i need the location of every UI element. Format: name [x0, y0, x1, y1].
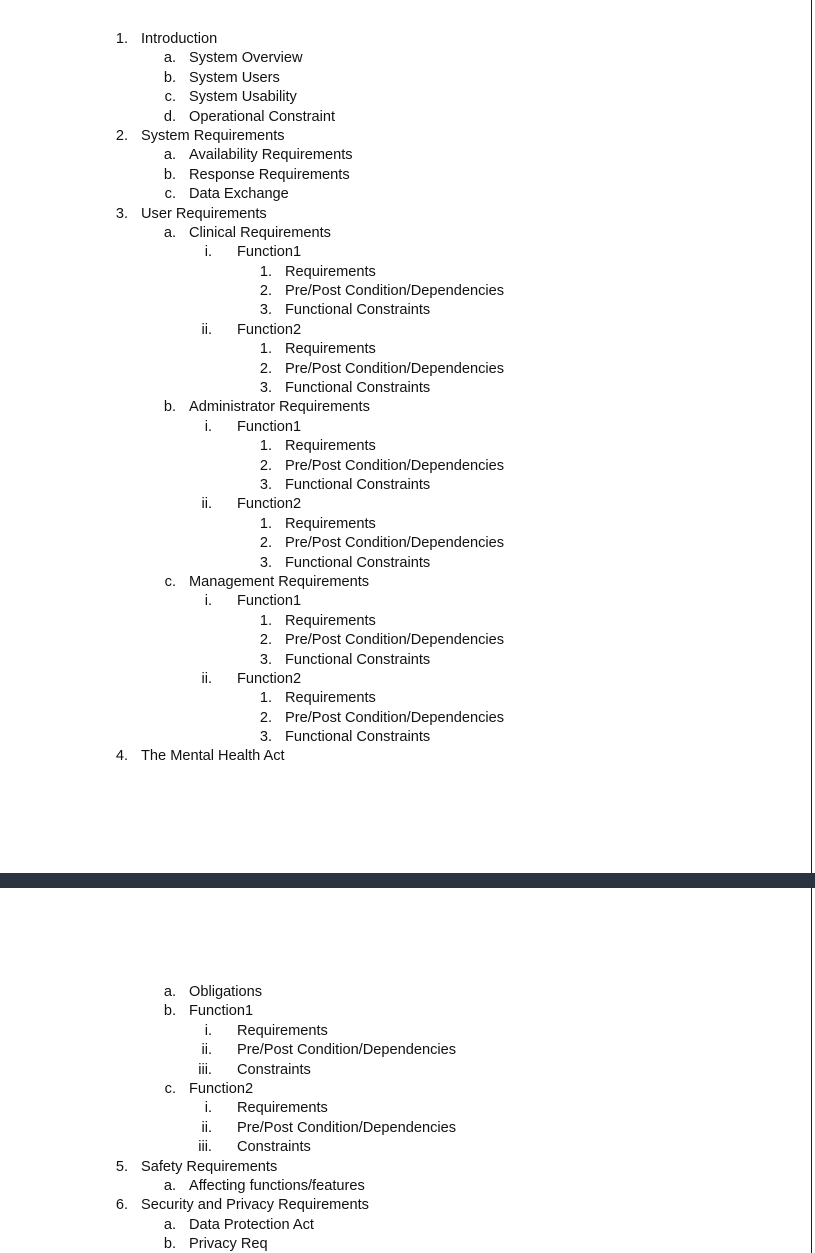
- outline-item-marker: 3.: [259, 302, 272, 319]
- outline-item-marker: 2.: [259, 283, 272, 300]
- outline-item-marker: d.: [163, 108, 176, 125]
- outline-item-text: Management Requirements: [189, 573, 370, 590]
- outline-item-level-2: [0, 1080, 811, 1099]
- outline-item-text: Requirements: [285, 515, 376, 532]
- outline-item-marker: 1.: [259, 612, 272, 629]
- outline-item-level-2: [0, 108, 811, 127]
- outline-item-marker: b.: [163, 69, 176, 86]
- outline-item-level-2: [0, 224, 811, 243]
- outline-item-text: Function1: [189, 1003, 254, 1020]
- outline-item-marker: ii.: [201, 1042, 212, 1059]
- outline-item-level-4: [0, 282, 811, 301]
- outline-item-level-1: [0, 1196, 811, 1215]
- outline-item-marker: ii.: [201, 1119, 212, 1136]
- outline-item-marker: a.: [163, 224, 176, 241]
- outline-item-text: Pre/Post Condition/Dependencies: [285, 283, 505, 300]
- outline-item-marker: a.: [163, 147, 176, 164]
- outline-item-text: System Users: [189, 69, 280, 86]
- outline-item-level-3: [0, 321, 811, 340]
- outline-item-marker: 1.: [259, 438, 272, 455]
- outline-item-level-4: [0, 360, 811, 379]
- outline-list-page-2: [0, 983, 811, 1253]
- outline-item-marker: c.: [164, 1080, 176, 1097]
- outline-item-text: Pre/Post Condition/Dependencies: [237, 1119, 457, 1136]
- outline-item-marker: iii.: [198, 1139, 212, 1156]
- outline-item-marker: a.: [163, 1216, 176, 1233]
- outline-item-level-3: [0, 670, 811, 689]
- outline-item-level-4: [0, 689, 811, 708]
- outline-item-marker: ii.: [201, 670, 212, 687]
- outline-item-text: Administrator Requirements: [189, 399, 370, 416]
- outline-item-level-4: [0, 651, 811, 670]
- outline-item-text: Function1: [237, 244, 302, 261]
- outline-item-text: Constraints: [237, 1139, 311, 1156]
- outline-item-text: Function1: [237, 593, 302, 610]
- document-page-2: [0, 888, 812, 1253]
- outline-item-text: Requirements: [237, 1100, 328, 1117]
- page-separator: [0, 873, 815, 888]
- outline-item-marker: 1.: [115, 31, 128, 47]
- outline-item-marker: i.: [204, 418, 212, 435]
- outline-item-level-4: [0, 379, 811, 398]
- outline-item-level-2: [0, 88, 811, 107]
- outline-item-marker: 3.: [259, 729, 272, 746]
- outline-item-text: Data Protection Act: [189, 1216, 314, 1233]
- outline-item-level-2: [0, 166, 811, 185]
- outline-item-text: Functional Constraints: [285, 554, 431, 571]
- outline-item-level-2: [0, 1002, 811, 1021]
- outline-item-marker: 2.: [259, 632, 272, 649]
- outline-item-level-2: [0, 398, 811, 417]
- outline-item-text: Data Exchange: [189, 186, 289, 203]
- outline-item-marker: b.: [163, 166, 176, 183]
- outline-item-marker: 3.: [259, 380, 272, 397]
- outline-item-marker: 1.: [259, 341, 272, 358]
- outline-item-marker: c.: [164, 186, 176, 203]
- outline-item-text: Pre/Post Condition/Dependencies: [285, 360, 505, 377]
- outline-item-level-1: [0, 205, 811, 224]
- outline-item-text: Function2: [237, 670, 302, 687]
- outline-item-marker: i.: [204, 1022, 212, 1039]
- outline-item-level-3: [0, 418, 811, 437]
- outline-item-marker: 1.: [259, 690, 272, 707]
- outline-item-level-2: [0, 185, 811, 204]
- outline-item-level-3: [0, 243, 811, 262]
- outline-item-level-2: [0, 69, 811, 88]
- outline-item-marker: ii.: [201, 321, 212, 338]
- outline-item-text: Pre/Post Condition/Dependencies: [237, 1042, 457, 1059]
- outline-item-level-2: [0, 49, 811, 68]
- outline-item-text: Introduction: [141, 31, 218, 47]
- outline-item-marker: iii.: [198, 1061, 212, 1078]
- outline-item-level-1: [0, 1158, 811, 1177]
- outline-item-level-3: [0, 1119, 811, 1138]
- outline-item-text: Function2: [237, 496, 302, 513]
- outline-item-level-4: [0, 631, 811, 650]
- outline-item-text: Affecting functions/features: [189, 1177, 365, 1194]
- outline-item-level-2: [0, 146, 811, 165]
- outline-item-marker: b.: [163, 1003, 176, 1020]
- outline-item-text: Requirements: [237, 1022, 328, 1039]
- outline-item-text: Functional Constraints: [285, 476, 431, 493]
- outline-item-text: System Requirements: [141, 127, 285, 144]
- outline-item-text: Functional Constraints: [285, 380, 431, 397]
- outline-item-marker: 3.: [115, 205, 128, 222]
- outline-item-level-3: [0, 1061, 811, 1080]
- outline-item-level-3: [0, 1022, 811, 1041]
- outline-item-marker: i.: [204, 1100, 212, 1117]
- outline-item-marker: 2.: [115, 127, 128, 144]
- outline-item-level-2: [0, 1235, 811, 1253]
- outline-item-text: System Overview: [189, 50, 303, 67]
- outline-item-text: Requirements: [285, 341, 376, 358]
- outline-item-marker: a.: [163, 984, 176, 1000]
- outline-item-level-3: [0, 1041, 811, 1060]
- outline-item-level-4: [0, 728, 811, 747]
- outline-item-marker: i.: [204, 244, 212, 261]
- outline-item-level-2: [0, 1216, 811, 1235]
- outline-item-level-4: [0, 457, 811, 476]
- outline-item-text: Availability Requirements: [189, 147, 353, 164]
- outline-item-text: Function2: [189, 1080, 254, 1097]
- outline-item-text: Requirements: [285, 263, 376, 280]
- outline-item-marker: c.: [164, 89, 176, 106]
- outline-item-text: Obligations: [189, 984, 263, 1000]
- outline-item-marker: 5.: [115, 1158, 128, 1175]
- outline-item-text: Pre/Post Condition/Dependencies: [285, 457, 505, 474]
- outline-item-text: Function1: [237, 418, 302, 435]
- outline-item-marker: 6.: [115, 1197, 128, 1214]
- outline-item-marker: i.: [204, 593, 212, 610]
- outline-item-level-2: [0, 983, 811, 1002]
- outline-item-level-4: [0, 612, 811, 631]
- outline-item-text: User Requirements: [141, 205, 267, 222]
- outline-item-marker: b.: [163, 1236, 176, 1253]
- outline-item-marker: ii.: [201, 496, 212, 513]
- outline-item-marker: 2.: [259, 535, 272, 552]
- outline-item-level-4: [0, 554, 811, 573]
- outline-item-level-3: [0, 495, 811, 514]
- outline-item-text: System Usability: [189, 89, 297, 106]
- outline-item-text: Privacy Req: [189, 1236, 268, 1253]
- outline-item-level-4: [0, 534, 811, 553]
- outline-item-marker: 2.: [259, 457, 272, 474]
- outline-item-level-1: [0, 747, 811, 766]
- outline-item-level-4: [0, 340, 811, 359]
- outline-item-text: Requirements: [285, 690, 376, 707]
- outline-item-level-4: [0, 437, 811, 456]
- outline-item-marker: 4.: [115, 748, 128, 765]
- outline-item-level-3: [0, 592, 811, 611]
- outline-item-text: Functional Constraints: [285, 302, 431, 319]
- outline-item-text: The Mental Health Act: [141, 748, 285, 765]
- outline-item-text: Requirements: [285, 612, 376, 629]
- outline-item-level-1: [0, 127, 811, 146]
- outline-item-level-4: [0, 476, 811, 495]
- outline-item-marker: 2.: [259, 360, 272, 377]
- outline-list-page-1: [0, 30, 811, 767]
- outline-item-text: Security and Privacy Requirements: [141, 1197, 369, 1214]
- outline-item-marker: 1.: [259, 515, 272, 532]
- outline-item-marker: a.: [163, 1177, 176, 1194]
- outline-item-marker: 3.: [259, 476, 272, 493]
- outline-item-text: Operational Constraint: [189, 108, 336, 125]
- outline-item-marker: c.: [164, 573, 176, 590]
- outline-item-level-4: [0, 515, 811, 534]
- outline-item-marker: 2.: [259, 709, 272, 726]
- outline-item-text: Pre/Post Condition/Dependencies: [285, 709, 505, 726]
- outline-item-level-2: [0, 1177, 811, 1196]
- outline-item-marker: 3.: [259, 651, 272, 668]
- outline-item-text: Function2: [237, 321, 302, 338]
- outline-item-text: Pre/Post Condition/Dependencies: [285, 535, 505, 552]
- outline-item-level-4: [0, 709, 811, 728]
- outline-item-text: Safety Requirements: [141, 1158, 278, 1175]
- outline-item-text: Requirements: [285, 438, 376, 455]
- outline-item-text: Constraints: [237, 1061, 311, 1078]
- outline-item-level-4: [0, 301, 811, 320]
- outline-item-marker: 3.: [259, 554, 272, 571]
- outline-item-level-2: [0, 573, 811, 592]
- outline-item-level-3: [0, 1099, 811, 1118]
- outline-item-level-4: [0, 263, 811, 282]
- outline-item-text: Functional Constraints: [285, 651, 431, 668]
- outline-item-text: Clinical Requirements: [189, 224, 331, 241]
- outline-item-text: Functional Constraints: [285, 729, 431, 746]
- outline-item-marker: a.: [163, 50, 176, 67]
- outline-item-marker: 1.: [259, 263, 272, 280]
- outline-item-level-1: [0, 30, 811, 49]
- outline-item-text: Pre/Post Condition/Dependencies: [285, 632, 505, 649]
- outline-item-marker: b.: [163, 399, 176, 416]
- outline-item-level-3: [0, 1138, 811, 1157]
- outline-item-text: Response Requirements: [189, 166, 350, 183]
